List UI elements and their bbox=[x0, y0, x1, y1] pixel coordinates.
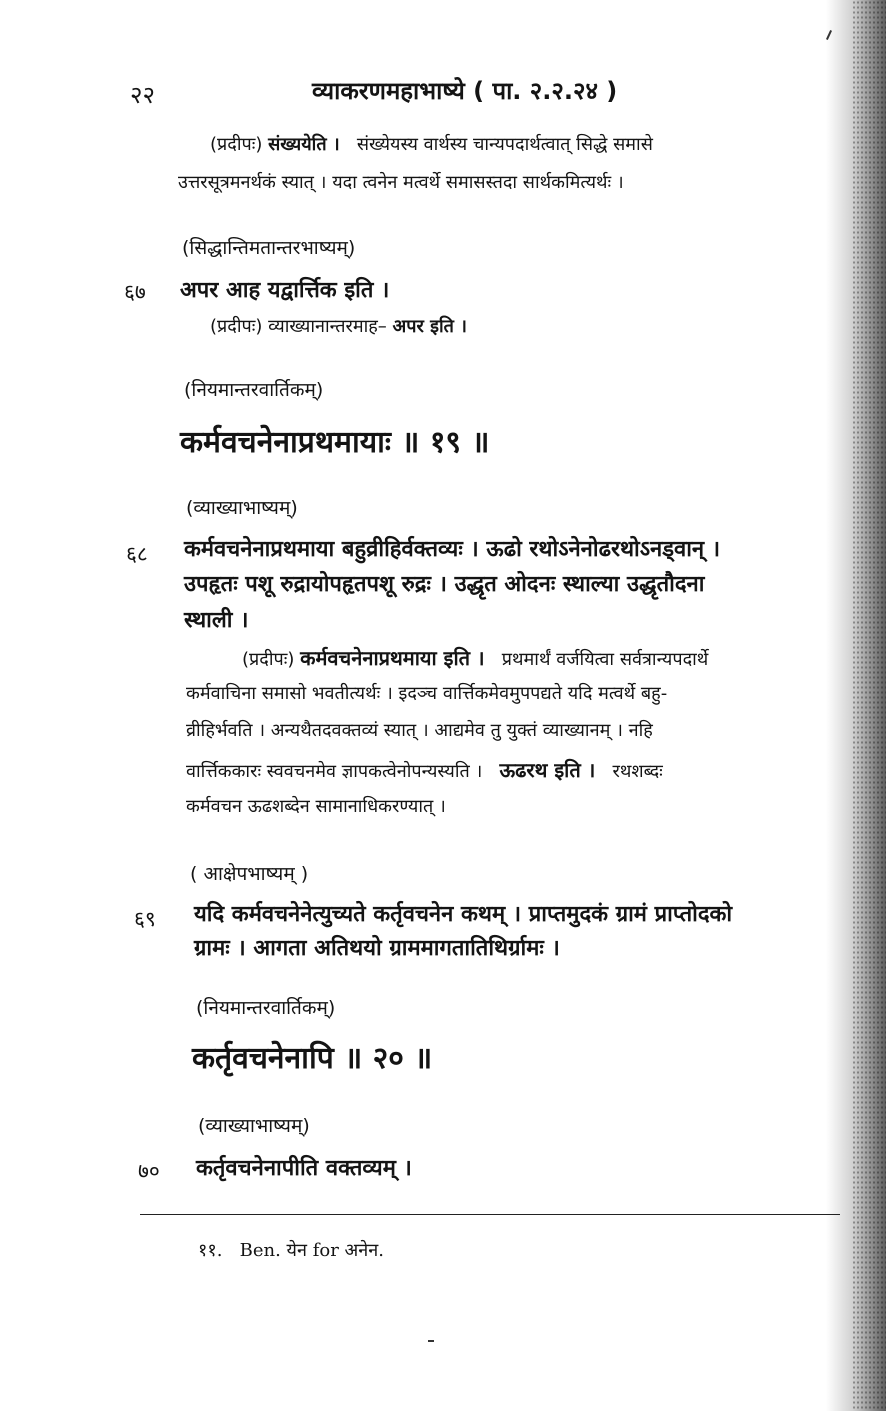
footnote-number: ११. bbox=[198, 1240, 223, 1261]
page-number: २२ bbox=[130, 81, 155, 109]
pradipa-text: संख्येयस्य वार्थस्य चान्यपदार्थत्वात् सिद्धे समासे bbox=[356, 134, 653, 155]
section-heading: (सिद्धान्तिमतान्तरभाष्यम्) bbox=[182, 237, 356, 259]
pradipa-lemma: कर्मवचनेनाप्रथमाया इति । bbox=[300, 646, 485, 670]
footnote bbox=[198, 1238, 384, 1262]
pradipa-line-2: उत्तरसूत्रमनर्थकं स्यात् । यदा त्वनेन मत्वर्थे समासस्तदा सार्थकमित्यर्थः । bbox=[178, 172, 624, 193]
pradipa-line-4 bbox=[186, 756, 663, 783]
pradipa-text: प्रथमार्थं वर्जयित्वा सर्वत्रान्यपदार्थे bbox=[501, 649, 709, 670]
bhashya-line-3: स्थाली । bbox=[184, 608, 249, 633]
pradipa-line-3: व्रीहिर्भवति । अन्यथैतदवक्तव्यं स्यात् । आद्यमेव तु युक्तं व्याख्यानम् । नहि bbox=[186, 720, 653, 741]
pradipa-label: (प्रदीपः) bbox=[210, 134, 263, 155]
section-heading: (नियमान्तरवार्तिकम्) bbox=[184, 379, 324, 401]
footnote-rule bbox=[140, 1214, 840, 1215]
bhashya-text: कर्तृवचनेनापीति वक्तव्यम् । bbox=[196, 1156, 412, 1181]
bhashya-text: अपर आह यद्वार्त्तिक इति । bbox=[180, 278, 390, 303]
vartika-sutra: कर्मवचनेनाप्रथमायाः ॥ १९ ॥ bbox=[180, 425, 490, 460]
pradipa-text: रथशब्दः bbox=[612, 761, 663, 782]
pradipa-text: व्याख्यानान्तरमाह– bbox=[268, 316, 387, 337]
bhashya-line-1: यदि कर्मवचनेनेत्युच्यते कर्तृवचनेन कथम् । प्राप्तमुदकं ग्रामं प्राप्तोदको bbox=[194, 902, 733, 927]
pradipa-line-5: कर्मवचन ऊढशब्देन सामानाधिकरण्यात् । bbox=[186, 796, 446, 817]
pradipa-text: वार्त्तिककारः स्ववचनमेव ज्ञापकत्वेनोपन्यस्यति । bbox=[186, 761, 483, 782]
pradipa-label: (प्रदीपः) bbox=[242, 649, 295, 670]
running-head: व्याकरणमहाभाष्ये ( पा. २.२.२४ ) bbox=[312, 77, 618, 105]
pradipa-lemma: अपर इति । bbox=[392, 316, 467, 337]
pradipa-lemma: संख्ययेति । bbox=[268, 134, 340, 155]
bhashya-line-2: ग्रामः । आगता अतिथयो ग्राममागतातिथिर्ग्रामः । bbox=[194, 936, 560, 961]
scan-mark bbox=[428, 1340, 434, 1342]
pradipa-line-2: कर्मवाचिना समासो भवतीत्यर्थः । इदञ्च वार्त्तिकमेवमुपपद्यते यदि मत्वर्थे बहु- bbox=[186, 683, 668, 704]
section-heading: (नियमान्तरवार्तिकम्) bbox=[196, 997, 336, 1019]
pradipa-lemma: ऊढरथ इति । bbox=[499, 758, 596, 782]
paragraph-number: ६७ bbox=[124, 280, 146, 304]
pradipa-line bbox=[210, 314, 467, 338]
paragraph-number: ६८ bbox=[126, 542, 148, 566]
vartika-sutra: कर्तृवचनेनापि ॥ २० ॥ bbox=[192, 1041, 433, 1076]
pradipa-line-1 bbox=[242, 644, 708, 671]
pradipa-line-1 bbox=[210, 132, 653, 156]
section-heading: (व्याख्याभाष्यम्) bbox=[198, 1115, 310, 1137]
bhashya-line-1: कर्मवचनेनाप्रथमाया बहुव्रीहिर्वक्तव्यः । ऊढो रथोऽनेनोढरथोऽनड्वान् । bbox=[184, 537, 721, 562]
bhashya-line-2: उपहृतः पशू रुद्रायोपहृतपशू रुद्रः । उद्धृत ओदनः स्थाल्या उद्धृतौदना bbox=[184, 572, 705, 597]
page-edge-speckle bbox=[852, 0, 886, 1411]
paragraph-number: ७० bbox=[138, 1159, 160, 1183]
paragraph-number: ६९ bbox=[134, 907, 156, 931]
pradipa-label: (प्रदीपः) bbox=[210, 316, 263, 337]
section-heading: ( आक्षेपभाष्यम् ) bbox=[190, 863, 309, 885]
footnote-text: Ben. येन for अनेन. bbox=[239, 1240, 384, 1261]
section-heading: (व्याख्याभाष्यम्) bbox=[186, 497, 298, 519]
